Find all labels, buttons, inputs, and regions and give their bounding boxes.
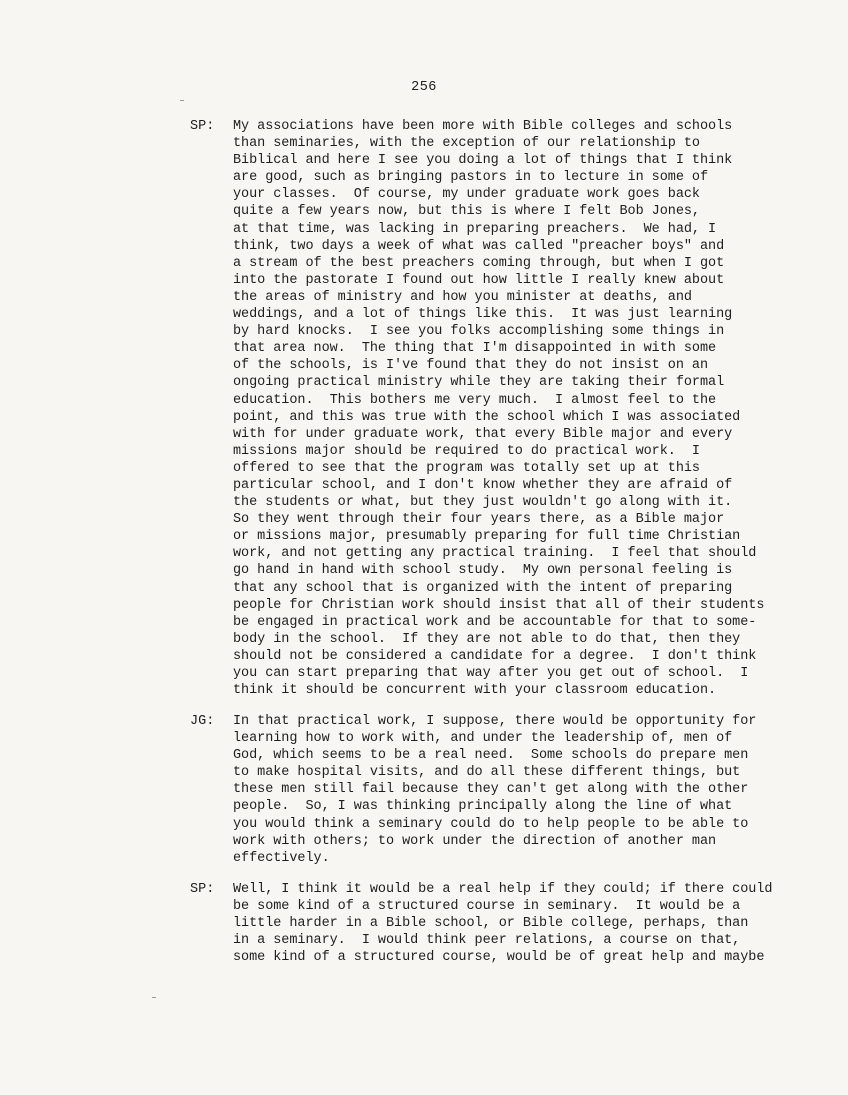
text-line: think, two days a week of what was called "preacher boys" and xyxy=(233,238,725,254)
text-line: be some kind of a structured course in seminary. It would be a xyxy=(233,899,741,915)
text-line: learning how to work with, and under the leadership of, men of xyxy=(233,731,733,747)
text-line: work with others; to work under the direction of another man xyxy=(233,833,717,849)
text-line: these men still fail because they can't get along with the other xyxy=(233,782,749,798)
speaker-label: SP: xyxy=(190,882,215,897)
text-line: education. This bothers me very much. I almost feel to the xyxy=(233,392,717,408)
text-line: Well, I think it would be a real help if they could; if there could xyxy=(233,882,773,897)
text-line: My associations have been more with Bible colleges and schools xyxy=(233,119,733,134)
text-line: a stream of the best preachers coming through, but when I got xyxy=(233,255,725,271)
text-line: offered to see that the program was totally set up at this xyxy=(233,460,700,476)
text-line: God, which seems to be a real need. Some schools do prepare men xyxy=(233,748,749,764)
text-line: point, and this was true with the school which I was associated xyxy=(233,409,741,425)
margin-mark xyxy=(152,997,156,998)
text-line: work, and not getting any practical training. I feel that should xyxy=(233,546,757,562)
text-line: particular school, and I don't know whether they are afraid of xyxy=(233,477,733,493)
text-line: Biblical and here I see you doing a lot of things that I think xyxy=(233,153,733,169)
text-line: missions major should be required to do practical work. I xyxy=(233,443,700,459)
text-line: go hand in hand with school study. My own personal feeling is xyxy=(233,563,733,579)
text-line: should not be considered a candidate for a degree. I don't think xyxy=(233,648,757,664)
entry-text xyxy=(233,118,764,699)
text-line: to make hospital visits, and do all these different things, but xyxy=(233,765,741,781)
text-line: ongoing practical ministry while they are taking their formal xyxy=(233,375,725,391)
text-line: people for Christian work should insist that all of their students xyxy=(233,597,765,613)
text-line: some kind of a structured course, would be of great help and maybe xyxy=(233,950,765,966)
text-line: you would think a seminary could do to help people to be able to xyxy=(233,816,749,832)
text-line: with for under graduate work, that every Bible major and every xyxy=(233,426,733,442)
entry-text xyxy=(233,881,772,966)
speaker-label: SP: xyxy=(190,119,215,134)
text-line: quite a few years now, but this is where I felt Bob Jones, xyxy=(233,204,700,220)
text-line: effectively. xyxy=(233,850,330,866)
text-line: think it should be concurrent with your classroom education. xyxy=(233,683,717,699)
text-line: that area now. The thing that I'm disappointed in with some xyxy=(233,341,717,357)
text-line: you can start preparing that way after you get out of school. I xyxy=(233,666,749,681)
text-line: are good, such as bringing pastors in to lecture in some of xyxy=(233,170,709,186)
text-line: by hard knocks. I see you folks accomplishing some things in xyxy=(233,324,725,340)
text-line: little harder in a Bible school, or Bible college, perhaps, than xyxy=(233,916,749,932)
text-line: at that time, was lacking in preparing preachers. We had, I xyxy=(233,221,717,237)
speaker-label: JG: xyxy=(190,714,215,729)
text-line: the students or what, but they just wouldn't go along with it. xyxy=(233,495,733,511)
text-line: body in the school. If they are not able to do that, then they xyxy=(233,631,741,647)
text-line: into the pastorate I found out how little I really knew about xyxy=(233,272,725,288)
entry-text xyxy=(233,713,756,867)
text-line: So they went through their four years there, as a Bible major xyxy=(233,512,725,528)
text-line: people. So, I was thinking principally along the line of what xyxy=(233,799,733,815)
text-line: or missions major, presumably preparing for full time Christian xyxy=(233,529,741,545)
margin-mark xyxy=(180,100,184,101)
text-line: In that practical work, I suppose, there would be opportunity for xyxy=(233,714,757,729)
page-number: 256 xyxy=(411,80,437,95)
text-line: your classes. Of course, my under graduate work goes back xyxy=(233,187,700,203)
text-line: the areas of ministry and how you minister at deaths, and xyxy=(233,289,692,305)
text-line: weddings, and a lot of things like this. It was just learning xyxy=(233,307,733,323)
text-line: that any school that is organized with the intent of preparing xyxy=(233,580,733,596)
text-line: in a seminary. I would think peer relations, a course on that, xyxy=(233,933,741,949)
text-line: be engaged in practical work and be accountable for that to some- xyxy=(233,614,757,630)
text-line: of the schools, is I've found that they do not insist on an xyxy=(233,358,709,374)
text-line: than seminaries, with the exception of our relationship to xyxy=(233,136,700,152)
